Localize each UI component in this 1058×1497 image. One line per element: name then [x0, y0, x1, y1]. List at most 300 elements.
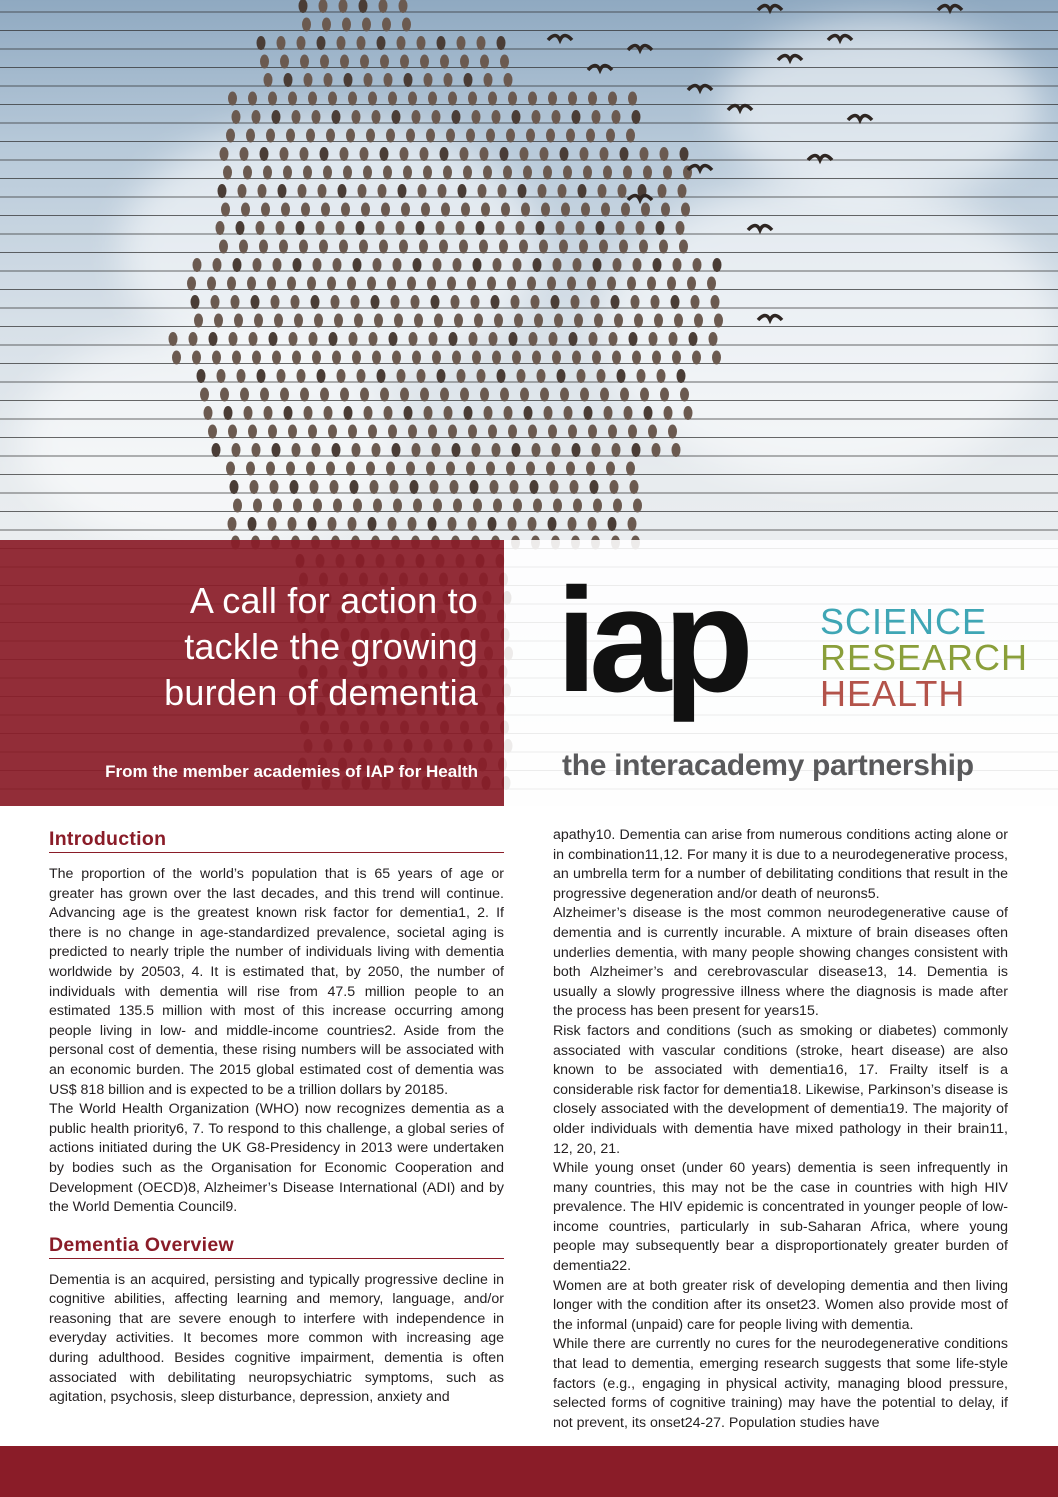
bird [377, 36, 386, 50]
flying-bird [758, 316, 782, 321]
bird [380, 147, 389, 161]
bird [300, 388, 309, 402]
bird [539, 240, 548, 254]
bird [238, 184, 247, 198]
bird [576, 221, 585, 235]
bird [294, 314, 303, 328]
bird [512, 443, 521, 457]
bird [481, 203, 490, 217]
bird [293, 499, 302, 513]
bird [391, 295, 400, 309]
bird [578, 184, 587, 198]
bird [664, 406, 673, 420]
bird [288, 92, 297, 106]
bird [434, 314, 443, 328]
bird [412, 351, 421, 365]
bird [400, 388, 409, 402]
bird [357, 369, 366, 383]
bird [317, 36, 326, 50]
bird [632, 110, 641, 124]
bird [277, 36, 286, 50]
bird [608, 425, 617, 439]
bird [300, 55, 309, 69]
bird [526, 462, 535, 476]
bird [248, 425, 257, 439]
bird [603, 166, 612, 180]
bird [687, 277, 696, 291]
bird [408, 425, 417, 439]
bird [357, 36, 366, 50]
bird [537, 369, 546, 383]
bird [372, 351, 381, 365]
bird [652, 443, 661, 457]
bird [460, 147, 469, 161]
bird [553, 499, 562, 513]
bird [461, 203, 470, 217]
bird [286, 129, 295, 143]
bird [254, 314, 263, 328]
bird [501, 203, 510, 217]
bird [678, 184, 687, 198]
bird [468, 92, 477, 106]
bird [374, 314, 383, 328]
bird [334, 314, 343, 328]
bird [567, 277, 576, 291]
bird [332, 351, 341, 365]
bird [480, 147, 489, 161]
bird [560, 388, 569, 402]
bird [243, 166, 252, 180]
bird [272, 443, 281, 457]
bird [333, 499, 342, 513]
bird [301, 203, 310, 217]
bird [513, 258, 522, 272]
bird [340, 147, 349, 161]
bird [640, 388, 649, 402]
bird [332, 443, 341, 457]
bird [612, 110, 621, 124]
bird [544, 406, 553, 420]
bird [349, 332, 358, 346]
bird [352, 351, 361, 365]
bird [413, 258, 422, 272]
bird [253, 499, 262, 513]
bird [681, 203, 690, 217]
bird [323, 166, 332, 180]
bird [453, 258, 462, 272]
bird [298, 184, 307, 198]
bird [634, 314, 643, 328]
bird [218, 184, 227, 198]
right-column [553, 826, 1008, 1433]
bird [388, 517, 397, 531]
bird [581, 203, 590, 217]
bird [448, 92, 457, 106]
bird [292, 443, 301, 457]
bird [257, 369, 266, 383]
flying-bird [828, 36, 852, 41]
bird [328, 92, 337, 106]
bird [493, 258, 502, 272]
bird [260, 388, 269, 402]
bird [532, 443, 541, 457]
bird [491, 295, 500, 309]
bird [530, 480, 539, 494]
bird [368, 92, 377, 106]
bird [378, 184, 387, 198]
bird [527, 277, 536, 291]
bird [307, 277, 316, 291]
introduction-heading: Introduction [49, 826, 504, 853]
bird [598, 184, 607, 198]
bird [531, 295, 540, 309]
bird [457, 369, 466, 383]
bird [566, 462, 575, 476]
bird [480, 388, 489, 402]
bird [192, 351, 201, 365]
bird [226, 129, 235, 143]
bird [526, 129, 535, 143]
bird [237, 369, 246, 383]
bird [373, 499, 382, 513]
bird [420, 55, 429, 69]
bird [392, 443, 401, 457]
bird [416, 221, 425, 235]
bird [292, 110, 301, 124]
bird [217, 369, 226, 383]
bird [552, 443, 561, 457]
bird [428, 517, 437, 531]
bird [561, 203, 570, 217]
bird [480, 55, 489, 69]
bird [600, 147, 609, 161]
bird [353, 258, 362, 272]
logo-word-science: SCIENCE [820, 601, 988, 642]
flying-bird [748, 226, 772, 231]
bird [360, 388, 369, 402]
bird [613, 499, 622, 513]
bird [280, 388, 289, 402]
bird [592, 110, 601, 124]
bird [339, 0, 348, 13]
bird [617, 369, 626, 383]
bird [497, 36, 506, 50]
bird [591, 295, 600, 309]
left-column [49, 826, 504, 1408]
bird [360, 147, 369, 161]
bird [234, 314, 243, 328]
bird [372, 443, 381, 457]
bird [324, 406, 333, 420]
bird [590, 480, 599, 494]
bird [532, 110, 541, 124]
bird [556, 221, 565, 235]
bird [599, 240, 608, 254]
bird [612, 443, 621, 457]
bird [583, 166, 592, 180]
bird [194, 314, 203, 328]
right-paragraph-6: While there are currently no cures for the neurodegenerative conditions that lead to dementia, emerging research suggests that some life-style factors (e.g., engaging in physical activity, managing blood pressure, selected forms of cognitive training) may have the potential to delay, if not prevent, its onset24-27. Population studies have [553, 1336, 1008, 1431]
bird [623, 166, 632, 180]
bird [451, 295, 460, 309]
bird [258, 184, 267, 198]
bird [384, 73, 393, 87]
bird [621, 203, 630, 217]
bird [479, 240, 488, 254]
bird [360, 55, 369, 69]
bird [424, 406, 433, 420]
bird [264, 73, 273, 87]
bird [667, 277, 676, 291]
bird [472, 110, 481, 124]
bird [432, 351, 441, 365]
bird [550, 480, 559, 494]
bird [314, 314, 323, 328]
bird [433, 258, 442, 272]
bird [362, 18, 371, 32]
bird [487, 277, 496, 291]
bird [637, 369, 646, 383]
bird [286, 462, 295, 476]
bird [414, 314, 423, 328]
bird [189, 332, 198, 346]
bird [563, 166, 572, 180]
bird [340, 55, 349, 69]
bird [337, 36, 346, 50]
bird [551, 295, 560, 309]
bird [332, 110, 341, 124]
bird [474, 314, 483, 328]
bird [588, 92, 597, 106]
bird [490, 480, 499, 494]
bird [566, 129, 575, 143]
bird [344, 406, 353, 420]
bird [310, 480, 319, 494]
bird [437, 36, 446, 50]
bird [308, 517, 317, 531]
bird [412, 110, 421, 124]
bird [508, 425, 517, 439]
bird [514, 314, 523, 328]
bird [423, 166, 432, 180]
bird [694, 314, 703, 328]
bird [516, 221, 525, 235]
flying-bird [588, 66, 612, 71]
bird [428, 425, 437, 439]
bird [609, 332, 618, 346]
bird [371, 295, 380, 309]
bird [564, 406, 573, 420]
bird [528, 425, 537, 439]
bird [593, 499, 602, 513]
bird [588, 425, 597, 439]
bird [399, 0, 408, 13]
bird [628, 92, 637, 106]
bird [613, 258, 622, 272]
bird [410, 480, 419, 494]
bird [673, 258, 682, 272]
bird [568, 517, 577, 531]
bird [714, 314, 723, 328]
bird [492, 110, 501, 124]
bird [236, 221, 245, 235]
bird [488, 425, 497, 439]
bird [452, 351, 461, 365]
bird [473, 499, 482, 513]
bird [672, 443, 681, 457]
bird [379, 240, 388, 254]
bird [268, 425, 277, 439]
bird [677, 369, 686, 383]
bird [260, 55, 269, 69]
bird [427, 277, 436, 291]
bird [340, 388, 349, 402]
bird [388, 425, 397, 439]
bird [352, 443, 361, 457]
bird [649, 332, 658, 346]
flying-bird [808, 156, 832, 161]
flying-bird [728, 106, 752, 111]
bird [653, 258, 662, 272]
bird [510, 480, 519, 494]
bird [449, 332, 458, 346]
bird [313, 258, 322, 272]
bird [259, 240, 268, 254]
bird [328, 517, 337, 531]
bird [387, 277, 396, 291]
bird [486, 462, 495, 476]
bird [468, 517, 477, 531]
bird [433, 499, 442, 513]
bird [620, 147, 629, 161]
bird [343, 166, 352, 180]
bird [511, 295, 520, 309]
bird [306, 462, 315, 476]
bird [659, 240, 668, 254]
bird [457, 36, 466, 50]
bird [580, 388, 589, 402]
bird [647, 277, 656, 291]
bird [248, 92, 257, 106]
intro-paragraph-1: The proportion of the world’s population that is 65 years of age or greater has grown over the last decades, and this trend will continue. Advancing age is the greatest known risk factor for dementia1, 2. If there is no change in age-standardized prevalence, societal aging is predicted to nearly triple the number of individuals living with dementia worldwide by 20503, 4. It is estimated that, by 2050, the number of individuals with dementia will rise from 47.5 million people to an estimated 135.5 million with most of this increase occurring among people living in low- and middle-income countries2. Aside from the personal cost of dementia, these rising numbers will be associated with an economic burden. The 2015 global estimated cost of dementia was US$ 818 billion and is expected to be a trillion dollars by 20185. [49, 866, 504, 1098]
bird [454, 314, 463, 328]
bird [684, 406, 693, 420]
bird [279, 240, 288, 254]
bird [711, 295, 720, 309]
bird [403, 166, 412, 180]
bird [639, 240, 648, 254]
bird [193, 258, 202, 272]
bird [469, 332, 478, 346]
bird [588, 517, 597, 531]
bird [396, 221, 405, 235]
bird [408, 517, 417, 531]
bird [300, 147, 309, 161]
bird [606, 462, 615, 476]
right-paragraph-1: apathy10. Dementia can arise from numerous conditions acting alone or in combination11,12. For many it is due to a neurodegenerative process, an umbrella term for a number of debilitating conditions that result in the progressive degeneration and/or death of neurons5. [553, 827, 1008, 902]
bird [268, 517, 277, 531]
bird [297, 369, 306, 383]
bird [448, 425, 457, 439]
bird [269, 332, 278, 346]
bird [468, 425, 477, 439]
bird [330, 480, 339, 494]
bird [397, 36, 406, 50]
bird [342, 18, 351, 32]
bird [233, 258, 242, 272]
bird [536, 221, 545, 235]
bird [606, 129, 615, 143]
bird [612, 351, 621, 365]
bird [597, 369, 606, 383]
bird [652, 351, 661, 365]
bird [261, 203, 270, 217]
bird [477, 369, 486, 383]
bird [354, 314, 363, 328]
bird [470, 480, 479, 494]
bird [288, 517, 297, 531]
bird [223, 166, 232, 180]
bird [248, 517, 257, 531]
bird [221, 203, 230, 217]
bird [483, 166, 492, 180]
bird [560, 147, 569, 161]
bird [413, 499, 422, 513]
bird [571, 295, 580, 309]
bird [333, 258, 342, 272]
bird [476, 221, 485, 235]
bird [367, 277, 376, 291]
bird [226, 462, 235, 476]
bird [444, 406, 453, 420]
bird [447, 277, 456, 291]
bird [573, 258, 582, 272]
bird [270, 480, 279, 494]
bird [440, 55, 449, 69]
right-paragraph-5: Women are at both greater risk of developing dementia and then living longer with the condition after its onset23. Women also provide most of the informal (unpaid) care for people living with dementia. [553, 1277, 1008, 1333]
bird [400, 147, 409, 161]
bird [533, 258, 542, 272]
bird [504, 73, 513, 87]
bird [348, 92, 357, 106]
bird [632, 443, 641, 457]
bird [493, 499, 502, 513]
flying-bird [688, 166, 712, 171]
bird [319, 0, 328, 13]
bird [679, 240, 688, 254]
bird [172, 351, 181, 365]
bird [546, 462, 555, 476]
right-paragraph-3: Risk factors and conditions (such as smoking or diabetes) commonly associated with vascular conditions (stroke, heart disease) are also known to be associated with dementia16, 17. Frailty itself is a considerable risk factor for dementia18. Likewise, Parkinson’s disease is closely associated with the development of dementia19. The majority of older individuals with dementia have mixed pathology in their brain11, 12, 20, 21. [553, 1022, 1008, 1157]
bird [541, 203, 550, 217]
bird [444, 73, 453, 87]
bird [212, 443, 221, 457]
bird [309, 332, 318, 346]
bird [548, 517, 557, 531]
bird [290, 480, 299, 494]
bird [506, 462, 515, 476]
bird [312, 110, 321, 124]
bird [540, 388, 549, 402]
bird [709, 332, 718, 346]
bird [364, 406, 373, 420]
bird [520, 388, 529, 402]
bird [503, 166, 512, 180]
bird [407, 277, 416, 291]
bird [382, 18, 391, 32]
bird [464, 73, 473, 87]
bird [337, 369, 346, 383]
